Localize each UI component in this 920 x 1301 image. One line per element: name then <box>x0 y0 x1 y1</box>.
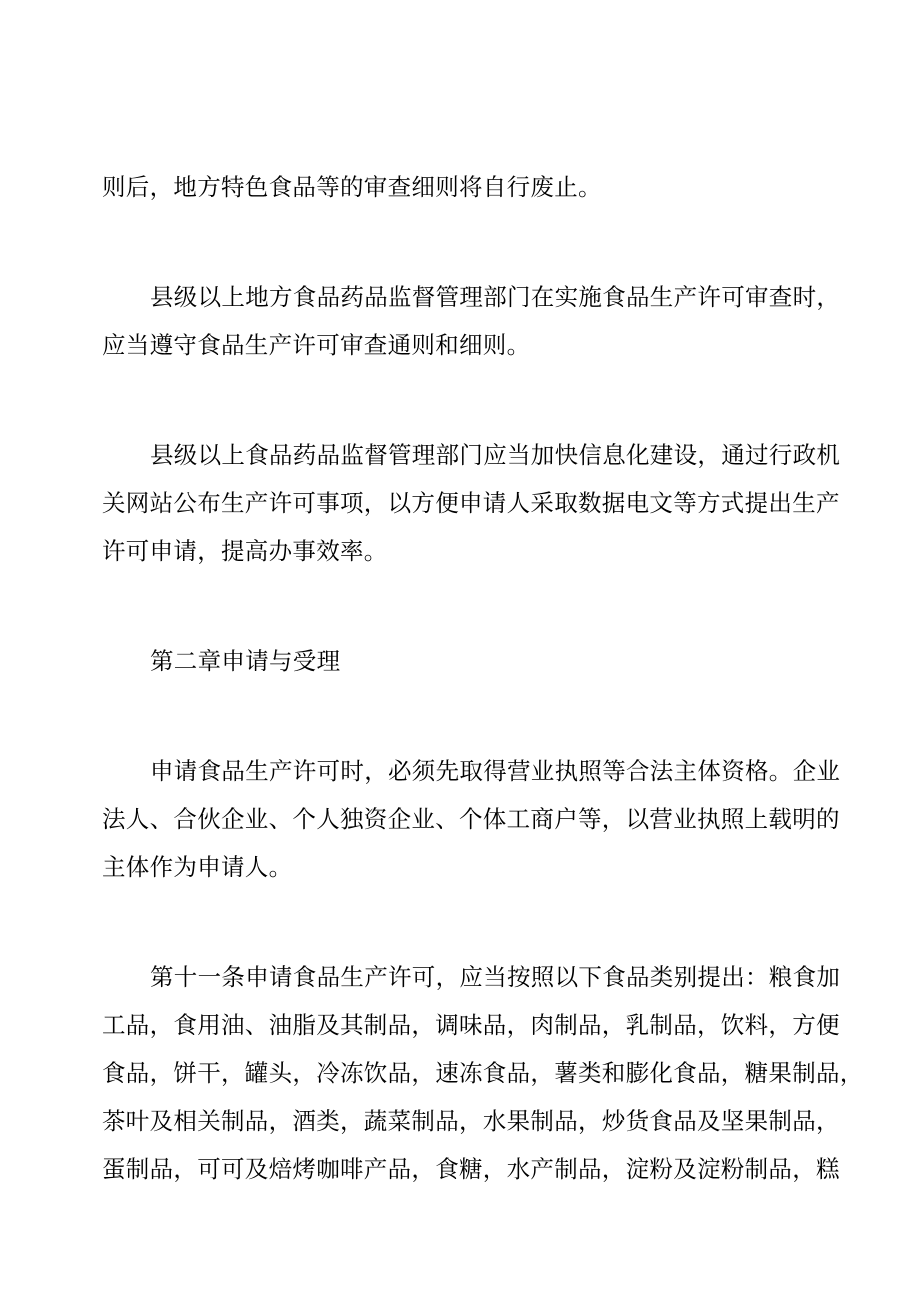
text-line: 食品，饼干，罐头，冷冻饮品，速冻食品，薯类和膨化食品，糖果制品， <box>102 1059 864 1087</box>
paragraph-2 <box>102 273 841 369</box>
text-line: 茶叶及相关制品，酒类，蔬菜制品，水果制品，炒货食品及坚果制品， <box>102 1107 840 1135</box>
text-line: 工品，食用油、油脂及其制品，调味品，肉制品，乳制品，饮料，方便 <box>102 1011 840 1039</box>
text-line: 县级以上食品药品监督管理部门应当加快信息化建设，通过行政机 <box>150 441 841 469</box>
text-line: 许可申请，提高办事效率。 <box>102 537 388 565</box>
text-line: 法人、合伙企业、个人独资企业、个体工商户等，以营业执照上载明的 <box>102 805 840 833</box>
text-line: 应当遵守食品生产许可审查通则和细则。 <box>102 331 531 359</box>
paragraph-6 <box>102 953 864 1193</box>
document-page <box>102 163 864 1255</box>
text-line: 第十一条申请食品生产许可，应当按照以下食品类别提出：粮食加 <box>150 963 841 991</box>
paragraph-5 <box>102 747 841 891</box>
text-line: 蛋制品，可可及焙烤咖啡产品，食糖，水产制品，淀粉及淀粉制品，糕 <box>102 1155 840 1183</box>
text-line: 关网站公布生产许可事项，以方便申请人采取数据电文等方式提出生产 <box>102 489 840 517</box>
paragraph-3 <box>102 431 841 575</box>
chapter-heading <box>102 637 822 685</box>
text-line: 则后，地方特色食品等的审查细则将自行废止。 <box>102 173 602 201</box>
text-line: 申请食品生产许可时，必须先取得营业执照等合法主体资格。企业 <box>150 757 841 785</box>
chapter-title: 第二章申请与受理 <box>150 647 341 675</box>
text-line: 主体作为申请人。 <box>102 853 293 881</box>
text-line: 县级以上地方食品药品监督管理部门在实施食品生产许可审查时， <box>150 283 841 311</box>
paragraph-1 <box>102 163 822 211</box>
